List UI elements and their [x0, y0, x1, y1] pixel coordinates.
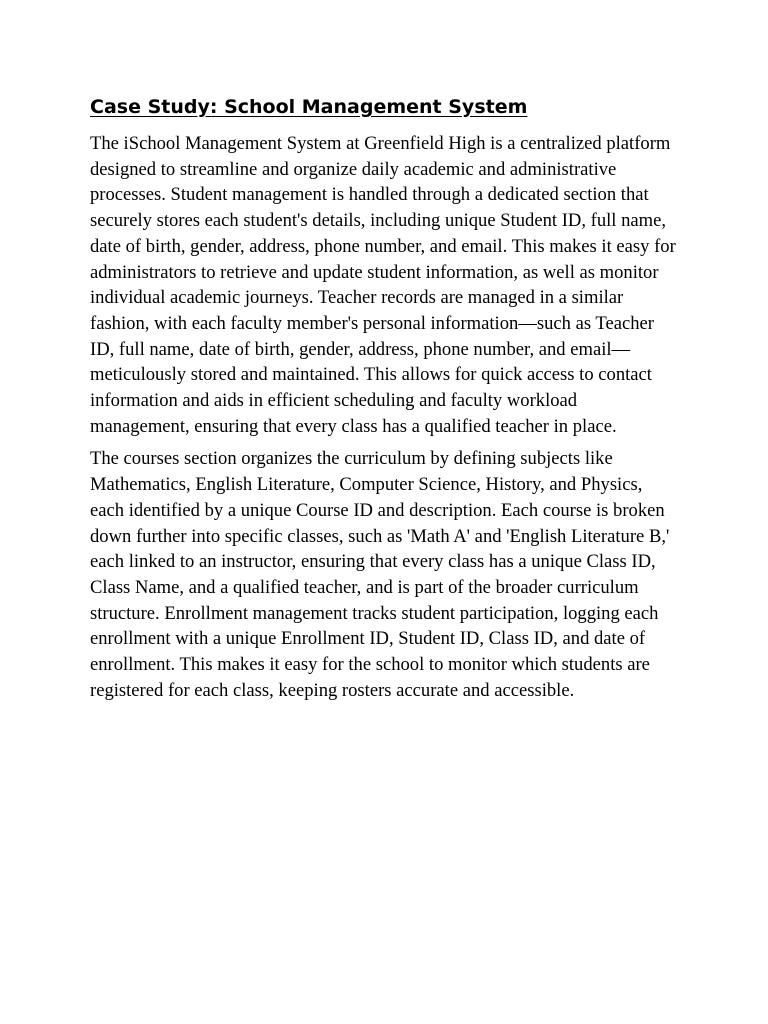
paragraph-1: The iSchool Management System at Greenfield High is a centralized platform designed to streamline and organize daily academic and administrative processes. Student management is handled through a dedicated section that securely stores each student's details, including unique Student ID, full name, date of birth, gender, address, phone number, and email. This makes it easy for administrators to retrieve and update student information, as well as monitor individual academic journeys. Teacher records are managed in a similar fashion, with each faculty member's personal information—such as Teacher ID, full name, date of birth, gender, address, phone number, and email—meticulously stored and maintained. This allows for quick access to contact information and aids in efficient scheduling and faculty workload management, ensuring that every class has a qualified teacher in place. — [90, 133, 676, 437]
document-body — [90, 93, 680, 710]
paragraph-2: The courses section organizes the curriculum by defining subjects like Mathematics, English Literature, Computer Science, History, and Physics, each identified by a unique Course ID and description. Each course is broken down further into specific classes, such as 'Math A' and 'English Literature B,' each linked to an instructor, ensuring that every class has a unique Class ID, Class Name, and a qualified teacher, and is part of the broader curriculum structure. Enrollment management tracks student participation, logging each enrollment with a unique Enrollment ID, Student ID, Class ID, and date of enrollment. This makes it easy for the school to monitor which students are registered for each class, keeping rosters accurate and accessible. — [90, 448, 670, 701]
document-title: Case Study: School Management System — [90, 96, 528, 118]
